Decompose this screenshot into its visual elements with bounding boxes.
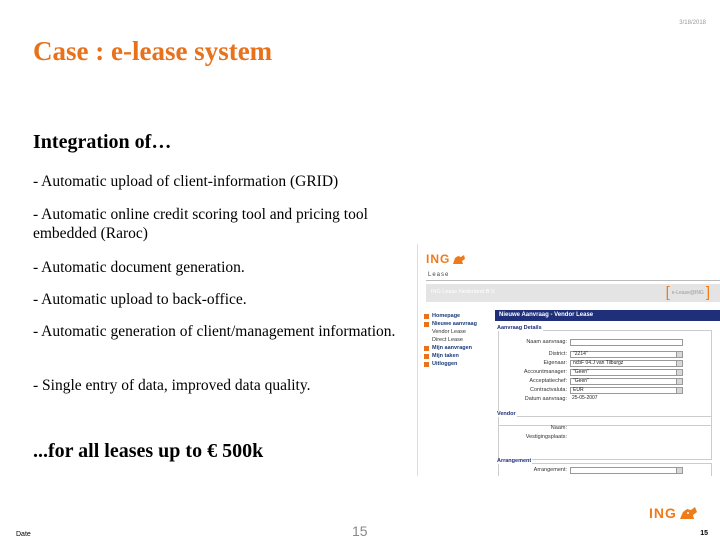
- slide-title: Case : e-lease system: [33, 36, 273, 66]
- field-naam-aanvraag: Naam aanvraag:: [498, 338, 683, 346]
- dropdown-arrow-icon[interactable]: [676, 379, 682, 384]
- field-vestigingsplaats: Vestigingsplaats:: [498, 433, 683, 441]
- bullet-icon: [424, 322, 429, 327]
- field-district: District: "2214": [498, 350, 683, 358]
- banner-text: ING Lease Nederland B.V.: [431, 289, 496, 295]
- nav-uitloggen[interactable]: Uitloggen: [424, 360, 494, 368]
- lion-icon: [679, 506, 699, 520]
- nav-mijn-taken[interactable]: Mijn taken: [424, 352, 494, 360]
- elease-screenshot: [417, 244, 720, 476]
- panel-title: Nieuwe Aanvraag - Vendor Lease: [499, 312, 594, 318]
- nav-mijn-aanvragen[interactable]: Mijn aanvragen: [424, 344, 494, 352]
- nav-vendor-lease[interactable]: Vendor Lease: [432, 329, 466, 335]
- closing-statement: ...for all leases up to € 500k: [33, 440, 264, 462]
- footer-date-label: Date: [16, 531, 31, 538]
- dropdown-arrow-icon[interactable]: [676, 468, 682, 473]
- nav-direct-lease[interactable]: Direct Lease: [432, 337, 463, 343]
- ing-logo-text: ING: [426, 252, 451, 266]
- dropdown-arrow-icon[interactable]: [676, 370, 682, 375]
- footer-ing-logo: [649, 505, 699, 521]
- select-input[interactable]: "Geen": [570, 378, 683, 385]
- dropdown-arrow-icon[interactable]: [676, 352, 682, 357]
- bullet-item: - Automatic generation of client/management information.: [33, 323, 396, 340]
- vestigingsplaats-value: [570, 434, 683, 441]
- footer-page-number-right: 15: [700, 530, 708, 537]
- select-input[interactable]: [570, 467, 683, 474]
- select-input[interactable]: "Geen": [570, 369, 683, 376]
- footer-page-number: 15: [352, 523, 368, 539]
- bullet-icon: [424, 354, 429, 359]
- field-arrangement: Arrangement:: [498, 466, 683, 474]
- text-input[interactable]: [570, 339, 683, 346]
- divider: [426, 280, 720, 281]
- bullet-icon: [424, 346, 429, 351]
- select-input[interactable]: "2214": [570, 351, 683, 358]
- select-input[interactable]: ncbF 04.J van Tilburgz: [570, 360, 683, 367]
- brand-logo: [ e-Lease@ING ]: [665, 284, 710, 301]
- field-contractvaluta: Contractvaluta: EUR: [498, 386, 683, 394]
- bullet-item: - Automatic upload to back-office.: [33, 291, 247, 308]
- bullet-icon: [424, 362, 429, 367]
- field-accountmanager: Accountmanager: "Geen": [498, 368, 683, 376]
- bullet-item: - Automatic document generation.: [33, 259, 245, 276]
- section-heading: Integration of…: [33, 131, 172, 153]
- section-label: Lease: [428, 272, 450, 278]
- side-nav: [424, 312, 494, 368]
- panel-header: [495, 310, 720, 321]
- date-value: 25-05-2007: [572, 394, 598, 401]
- bullet-item: - Automatic upload of client-information (GRID): [33, 173, 339, 190]
- field-eigenaar: Eigenaar: ncbF 04.J van Tilburgz: [498, 359, 683, 367]
- field-acceptatiechef: Acceptatiechef: "Geen": [498, 377, 683, 385]
- field-datum-aanvraag: Datum aanvraag: 25-05-2007: [498, 395, 683, 403]
- bullet-item: - Single entry of data, improved data quality.: [33, 377, 311, 394]
- banner: [426, 284, 720, 302]
- lion-icon: [452, 254, 466, 265]
- section-vendor: Vendor: [497, 411, 516, 417]
- field-vendor-naam: Naam:: [498, 424, 683, 432]
- nav-homepage[interactable]: Homepage: [424, 312, 494, 320]
- dropdown-arrow-icon[interactable]: [676, 361, 682, 366]
- header-date: 3/18/2018: [679, 20, 706, 26]
- section-details: Aanvraag Details: [497, 325, 542, 331]
- bullet-item: - Automatic online credit scoring tool and pricing tool embedded (Raroc): [33, 206, 368, 242]
- footer-logo-text: ING: [649, 505, 677, 521]
- select-input[interactable]: EUR: [570, 387, 683, 394]
- dropdown-arrow-icon[interactable]: [676, 388, 682, 393]
- section-arrangement: Arrangement: [497, 458, 532, 464]
- ing-logo: [426, 252, 466, 266]
- bullet-icon: [424, 314, 429, 319]
- nav-nieuwe-aanvraag[interactable]: Nieuwe aanvraag: [424, 320, 494, 328]
- vendor-naam-value: [570, 425, 683, 432]
